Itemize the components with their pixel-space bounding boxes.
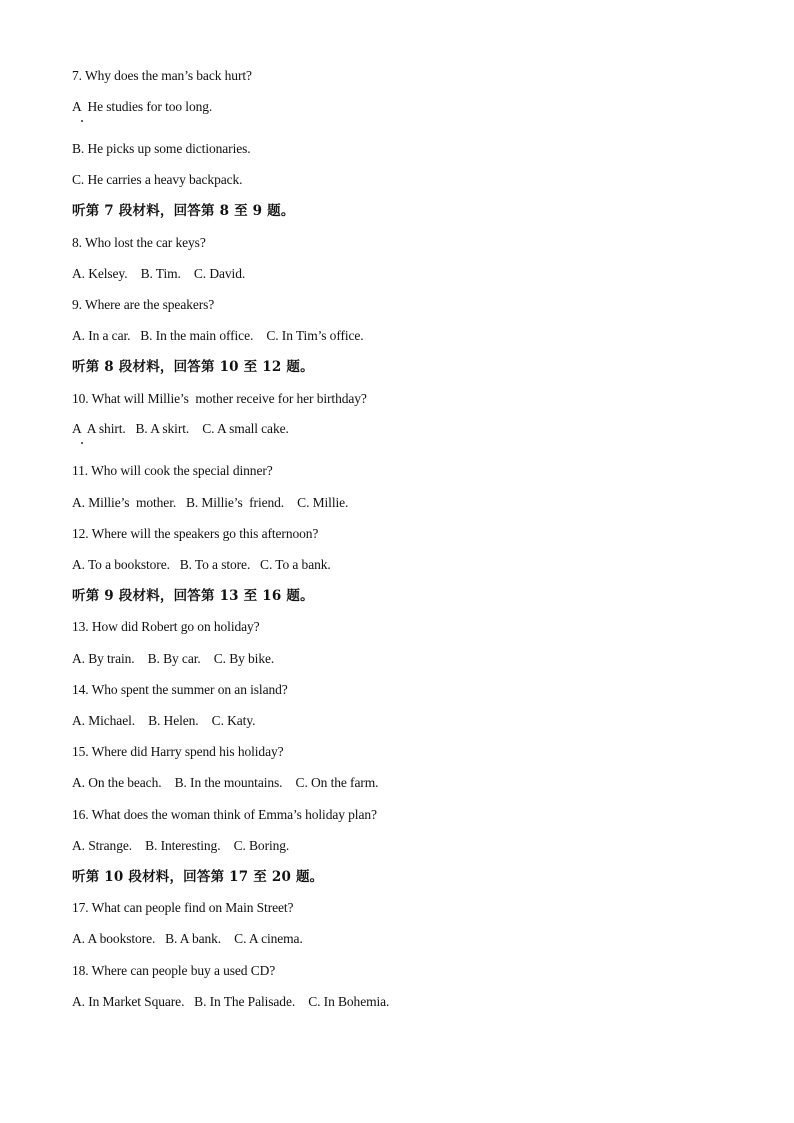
question-18: 18. Where can people buy a used CD?	[72, 963, 276, 978]
section-heading-7: 听第 7 段材料，回答第 8 至 9 题。	[72, 203, 295, 219]
question-9: 9. Where are the speakers?	[72, 297, 215, 312]
question-7-option-a: A He studies for too long.	[72, 99, 213, 114]
question-18-options: A. In Market Square. B. In The Palisade. C. In Bohemia.	[72, 994, 390, 1009]
question-13-options: A. By train. B. By car. C. By bike.	[72, 651, 275, 666]
question-17-options: A. A bookstore. B. A bank. C. A cinema.	[72, 931, 303, 946]
question-11: 11. Who will cook the special dinner?	[72, 463, 273, 478]
section-heading-9: 听第 9 段材料，回答第 13 至 16 题。	[72, 588, 314, 604]
question-17: 17. What can people find on Main Street?	[72, 900, 294, 915]
question-10: 10. What will Millie’s mother receive for her birthday?	[72, 391, 367, 406]
question-7-option-c: C. He carries a heavy backpack.	[72, 172, 243, 187]
question-10-options: A A shirt. B. A skirt. C. A small cake.	[72, 421, 289, 436]
question-8-options: A. Kelsey. B. Tim. C. David.	[72, 266, 246, 281]
question-16-options: A. Strange. B. Interesting. C. Boring.	[72, 838, 290, 853]
question-8: 8. Who lost the car keys?	[72, 235, 206, 250]
question-7: 7. Why does the man’s back hurt?	[72, 68, 252, 83]
section-heading-10: 听第 10 段材料，回答第 17 至 20 题。	[72, 869, 324, 885]
question-9-options: A. In a car. B. In the main office. C. In Tim’s office.	[72, 328, 364, 343]
question-13: 13. How did Robert go on holiday?	[72, 619, 260, 634]
stray-dot	[81, 120, 83, 122]
question-11-options: A. Millie’s mother. B. Millie’s friend. C. Millie.	[72, 495, 349, 510]
question-14-options: A. Michael. B. Helen. C. Katy.	[72, 713, 256, 728]
section-heading-8: 听第 8 段材料，回答第 10 至 12 题。	[72, 359, 314, 375]
question-12-options: A. To a bookstore. B. To a store. C. To a bank.	[72, 557, 331, 572]
stray-dot	[81, 442, 83, 444]
question-15: 15. Where did Harry spend his holiday?	[72, 744, 284, 759]
question-7-option-b: B. He picks up some dictionaries.	[72, 141, 251, 156]
question-15-options: A. On the beach. B. In the mountains. C. On the farm.	[72, 775, 379, 790]
question-14: 14. Who spent the summer on an island?	[72, 682, 288, 697]
question-16: 16. What does the woman think of Emma’s holiday plan?	[72, 807, 377, 822]
question-12: 12. Where will the speakers go this afternoon?	[72, 526, 319, 541]
